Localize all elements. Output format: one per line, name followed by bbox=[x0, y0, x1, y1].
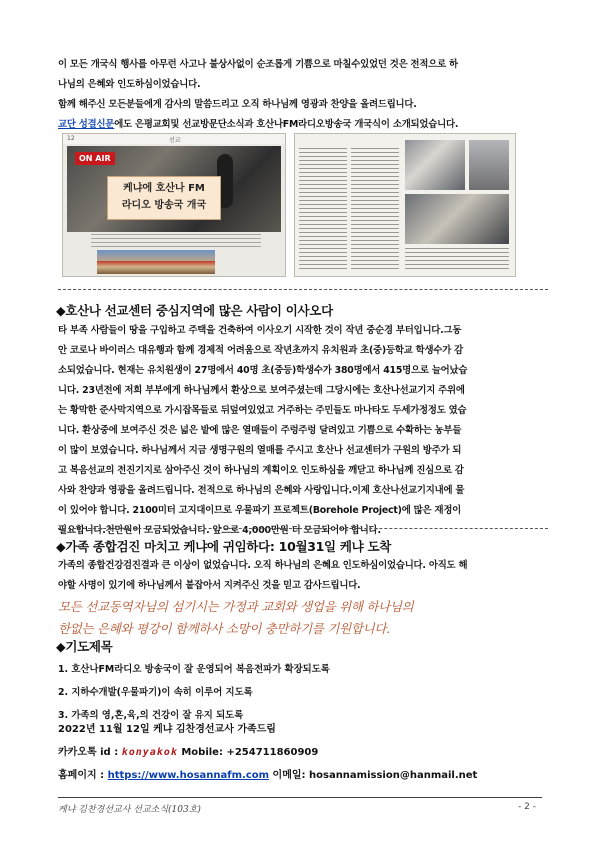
kakao-label: 카카오톡 id : bbox=[58, 747, 119, 758]
article-column bbox=[405, 248, 509, 272]
contact-line-web bbox=[58, 766, 477, 781]
kakao-id: konyakok bbox=[121, 747, 178, 758]
section-heading-mission-center: ◆호산나 선교센터 중심지역에 많은 사람이 이사오다 bbox=[56, 303, 333, 318]
article-photo bbox=[405, 194, 509, 244]
mission-center-paragraph bbox=[58, 321, 548, 541]
section-divider bbox=[58, 289, 548, 290]
paragraph-line: 소되었습니다. 현재는 유치원생이 27명에서 40명 초(중등)학생수가 380명에서 415명으로 늘어났습 bbox=[58, 365, 468, 376]
headline-line: 라디오 방송국 개국 bbox=[121, 200, 207, 211]
article-photo bbox=[469, 140, 509, 190]
contact-line-kakao bbox=[58, 743, 318, 758]
footer-divider bbox=[58, 797, 542, 798]
newspaper-link[interactable]: 교단 성결신문 bbox=[58, 119, 115, 130]
on-air-sign: ON AIR bbox=[75, 152, 115, 165]
health-check-paragraph bbox=[58, 556, 548, 596]
prayer-heading: ◆기도제목 bbox=[56, 639, 113, 654]
headline-line: 케냐에 호산나 FM bbox=[123, 183, 205, 194]
paragraph-line: 니다. 23년전에 저희 부부에게 하나님께서 환상으로 보여주셨는데 그당시에는 호산나선교기지 주위에 bbox=[58, 385, 465, 396]
paragraph-line: 안 코로나 바이러스 대유행과 함께 경제적 어려움으로 작년초까지 유치원과 초(중)등학교 학생수가 감 bbox=[58, 345, 463, 356]
prayer-item: 2. 지하수개발(우물파기)이 속히 이루어 지도록 bbox=[58, 687, 253, 698]
article-text-block bbox=[91, 234, 261, 248]
prayer-list bbox=[58, 658, 330, 727]
paragraph-line: 이 있어야 합니다. 2100미터 고지대이므로 우물파기 프로젝트(Borehole Project)에 많은 재정이 bbox=[58, 505, 462, 516]
radio-studio-photo bbox=[67, 146, 281, 232]
article-photo bbox=[405, 140, 465, 190]
intro-line bbox=[58, 115, 548, 135]
paragraph-line: 이 많이 보였습니다. 하나님께서 지금 생명구원의 열매를 주시고 호산나 선교센터가 구원의 방주가 되 bbox=[58, 445, 462, 456]
footer-newsletter-title: 케냐 김찬경선교사 선교소식(103호) bbox=[58, 805, 201, 815]
homepage-link[interactable]: https://www.hosannafm.com bbox=[107, 770, 270, 781]
intro-line: 나님의 은혜와 인도하심이었습니다. bbox=[58, 79, 201, 90]
intro-line-rest: 에도 은평교회및 선교방문단소식과 호산나FM라디오방송국 개국식이 소개되었습니다. bbox=[114, 119, 459, 130]
paragraph-line: 가족의 종합건강검진결과 큰 이상이 없었습니다. 오직 하나님의 은혜요 인도하심이었습니다. 아직도 해 bbox=[58, 560, 468, 571]
date-signature: 2022년 11월 12일 케냐 김찬경선교사 가족드림 bbox=[58, 724, 276, 735]
paragraph-line: 필요합니다.천만원이 모금되었습니다. 앞으로 4,000만원 더 모금되어야 합니다. bbox=[58, 525, 381, 536]
blessing-message bbox=[58, 596, 548, 640]
clipping-header bbox=[63, 134, 285, 144]
newspaper-clipping-article bbox=[294, 133, 516, 277]
prayer-item: 3. 가족의 영,혼,육,의 건강이 잘 유지 되도록 bbox=[58, 710, 244, 721]
paragraph-line: 는 황막한 준사막지역으로 가시잡목들로 뒤덮여있었고 거주하는 주민들도 마나타도 두세가정정도 였습 bbox=[58, 405, 467, 416]
newspaper-clipping-front bbox=[62, 133, 286, 277]
paragraph-line: 니다. 환상중에 보여주신 것은 넓은 밭에 많은 열매들이 주렁주렁 달려있고 기쁨으로 수확하는 농부들 bbox=[58, 425, 462, 436]
intro-line: 이 모든 개국식 행사를 아무런 사고나 불상사없이 순조롭게 기쁨으로 마칠수있었던 것은 전적으로 하 bbox=[58, 59, 458, 70]
section-divider bbox=[58, 528, 548, 529]
intro-line: 함께 해주신 모든분들에게 감사의 말씀드리고 오직 하나님께 영광과 찬양을 올려드립니다. bbox=[58, 99, 417, 110]
paragraph-line: 야할 사명이 있기에 하나님께서 붙잡아서 지켜주신 것을 믿고 감사드립니다. bbox=[58, 580, 361, 591]
paragraph-line: 타 부족 사람들이 땅을 구입하고 주택을 건축하여 이사오기 시작한 것이 작년 중순경 부터입니다.그동 bbox=[58, 325, 462, 336]
group-photo bbox=[97, 250, 215, 274]
article-column bbox=[351, 148, 399, 272]
blessing-line: 한없는 은혜와 평강이 함께하사 소망이 충만하기를 기원합니다. bbox=[58, 621, 390, 636]
homepage-label: 홈페이지 : bbox=[58, 770, 105, 781]
blessing-line: 모든 선교동역자님의 섬기시는 가정과 교회와 생업을 위해 하나님의 bbox=[58, 599, 414, 614]
page-number: - 2 - bbox=[518, 802, 536, 812]
prayer-item: 1. 호산나FM라디오 방송국이 잘 운영되어 복음전파가 확장되도록 bbox=[58, 664, 330, 675]
paragraph-line: 사와 찬양과 영광을 올려드립니다. 전적으로 하나님의 은혜와 사랑입니다.이제 호산나선교기지내에 물 bbox=[58, 485, 465, 496]
paragraph-line: 고 복음선교의 전진기지로 삼아주신 것이 하나님의 계획이오 인도하심을 깨닫고 하나님께 진심으로 감 bbox=[58, 465, 464, 476]
email-label: 이메일: bbox=[272, 770, 306, 781]
article-column bbox=[299, 148, 347, 272]
section-heading-health-check: ◆가족 종합검진 마치고 케냐에 귀임하다: 10월31일 케냐 도착 bbox=[56, 539, 392, 554]
mobile-number: Mobile: +254711860909 bbox=[181, 747, 319, 758]
intro-paragraph bbox=[58, 55, 548, 135]
clipping-page-number: 12 bbox=[67, 135, 75, 142]
email-address[interactable]: hosannamission@hanmail.net bbox=[309, 770, 478, 781]
headline-box bbox=[107, 176, 221, 220]
clipping-section: 선교 bbox=[169, 137, 181, 144]
